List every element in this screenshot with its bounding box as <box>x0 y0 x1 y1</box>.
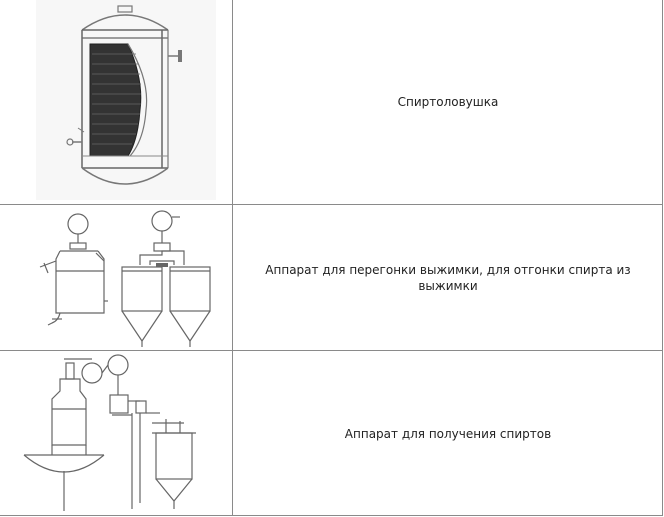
table-right-border <box>662 0 663 516</box>
label-cell <box>233 205 663 350</box>
image-cell <box>0 351 233 516</box>
equipment-label: Аппарат для перегонки выжимки, для отгонки спирта из выжимки <box>265 262 631 293</box>
equipment-label: Спиртоловушка <box>397 95 499 109</box>
pomace-distillation-apparatus-drawing <box>0 205 232 350</box>
equipment-label: Аппарат для получения спиртов <box>344 426 552 441</box>
label-cell <box>233 351 663 516</box>
table-row <box>0 351 663 516</box>
alcohol-trap-drawing <box>0 0 232 204</box>
alcohol-production-apparatus-drawing <box>0 351 232 516</box>
image-cell <box>0 0 233 204</box>
table-row <box>0 0 663 204</box>
label-cell <box>233 0 663 204</box>
table-row <box>0 205 663 350</box>
table-bottom-border <box>0 515 663 516</box>
image-cell <box>0 205 233 350</box>
